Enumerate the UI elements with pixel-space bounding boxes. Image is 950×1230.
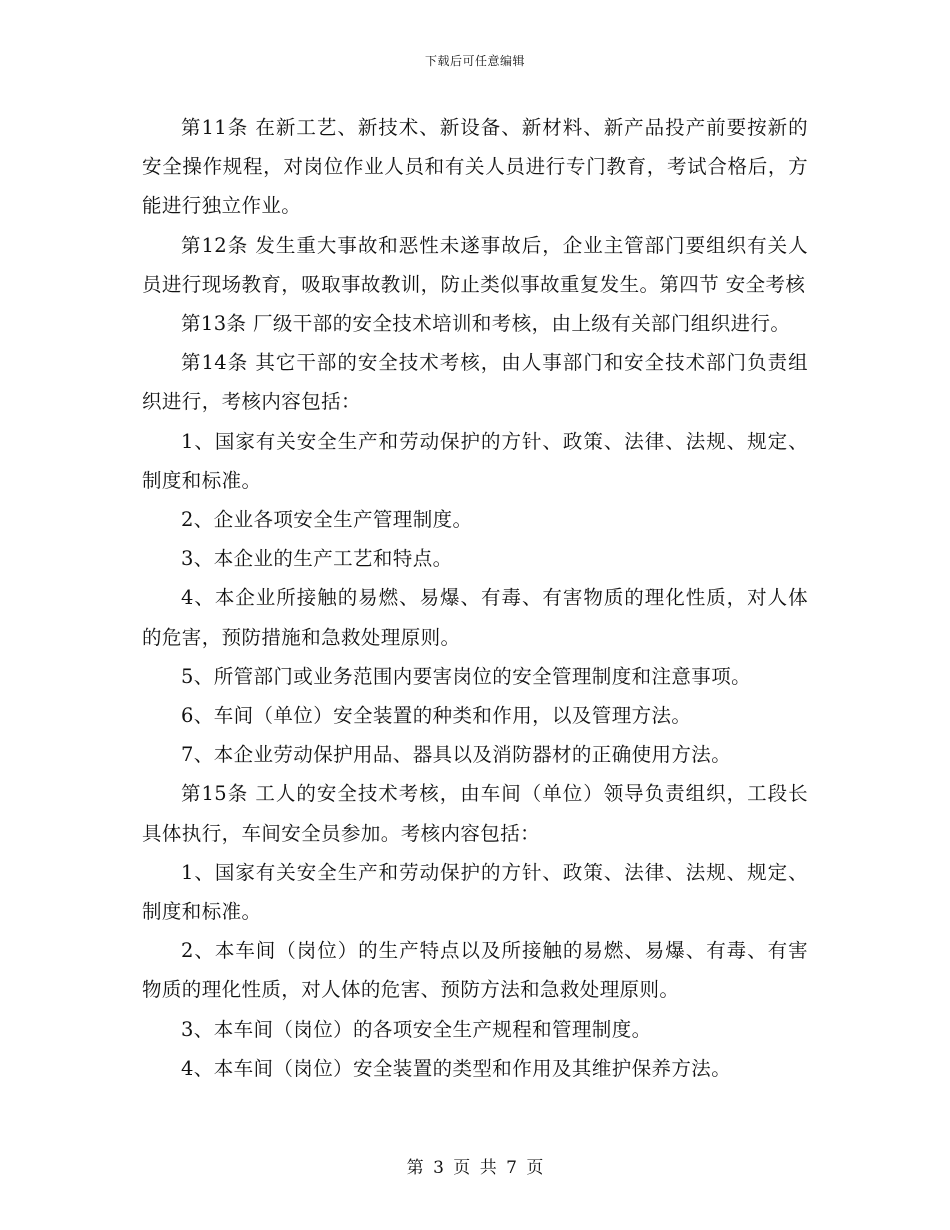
article-14-item-2: 2、企业各项安全生产管理制度。	[181, 508, 473, 532]
article-15-paragraph: 第15条 工人的安全技术考核，由车间（单位）领导负责组织，工段长具体执行，车间安全员参加。考核内容包括：	[142, 782, 808, 845]
article-15-item-1: 1、国家有关安全生产和劳动保护的方针、政策、法律、法规、规定、制度和标准。	[142, 860, 808, 924]
page-number-footer: 第 3 页 共 7 页	[406, 1158, 544, 1178]
article-14-item-4: 4、本企业所接触的易燃、易爆、有毒、有害物质的理化性质，对人体的危害，预防措施和急救处理原则。	[142, 586, 808, 649]
document-body	[142, 108, 808, 1088]
article-11-paragraph: 第11条 在新工艺、新技术、新设备、新材料、新产品投产前要按新的安全操作规程，对岗位作业人员和有关人员进行专门教育，考试合格后，方能进行独立作业。	[142, 116, 808, 218]
article-15-item-3: 3、本车间（岗位）的各项安全生产规程和管理制度。	[181, 1017, 652, 1041]
article-14-item-6: 6、车间（单位）安全装置的种类和作用，以及管理方法。	[181, 704, 692, 728]
article-14-item-1: 1、国家有关安全生产和劳动保护的方针、政策、法律、法规、规定、制度和标准。	[142, 429, 808, 492]
article-15-item-4: 4、本车间（岗位）安全装置的类型和作用及其维护保养方法。	[181, 1056, 732, 1080]
page-header: 下载后可任意编辑	[424, 54, 525, 68]
article-12-paragraph: 第12条 发生重大事故和恶性未遂事故后，企业主管部门要组织有关人员进行现场教育，吸取事故教训，防止类似事故重复发生。第四节 安全考核	[142, 233, 808, 296]
article-15-item-2: 2、本车间（岗位）的生产特点以及所接触的易燃、易爆、有毒、有害物质的理化性质，对人体的危害、预防方法和急救处理原则。	[142, 939, 808, 1002]
article-14-item-7: 7、本企业劳动保护用品、器具以及消防器材的正确使用方法。	[181, 743, 732, 767]
article-14-item-5: 5、所管部门或业务范围内要害岗位的安全管理制度和注意事项。	[181, 664, 752, 688]
article-13-paragraph: 第13条 厂级干部的安全技术培训和考核，由上级有关部门组织进行。	[181, 312, 791, 336]
article-14-paragraph: 第14条 其它干部的安全技术考核，由人事部门和安全技术部门负责组织进行，考核内容包括：	[142, 351, 808, 414]
article-14-item-3: 3、本企业的生产工艺和特点。	[181, 547, 453, 571]
